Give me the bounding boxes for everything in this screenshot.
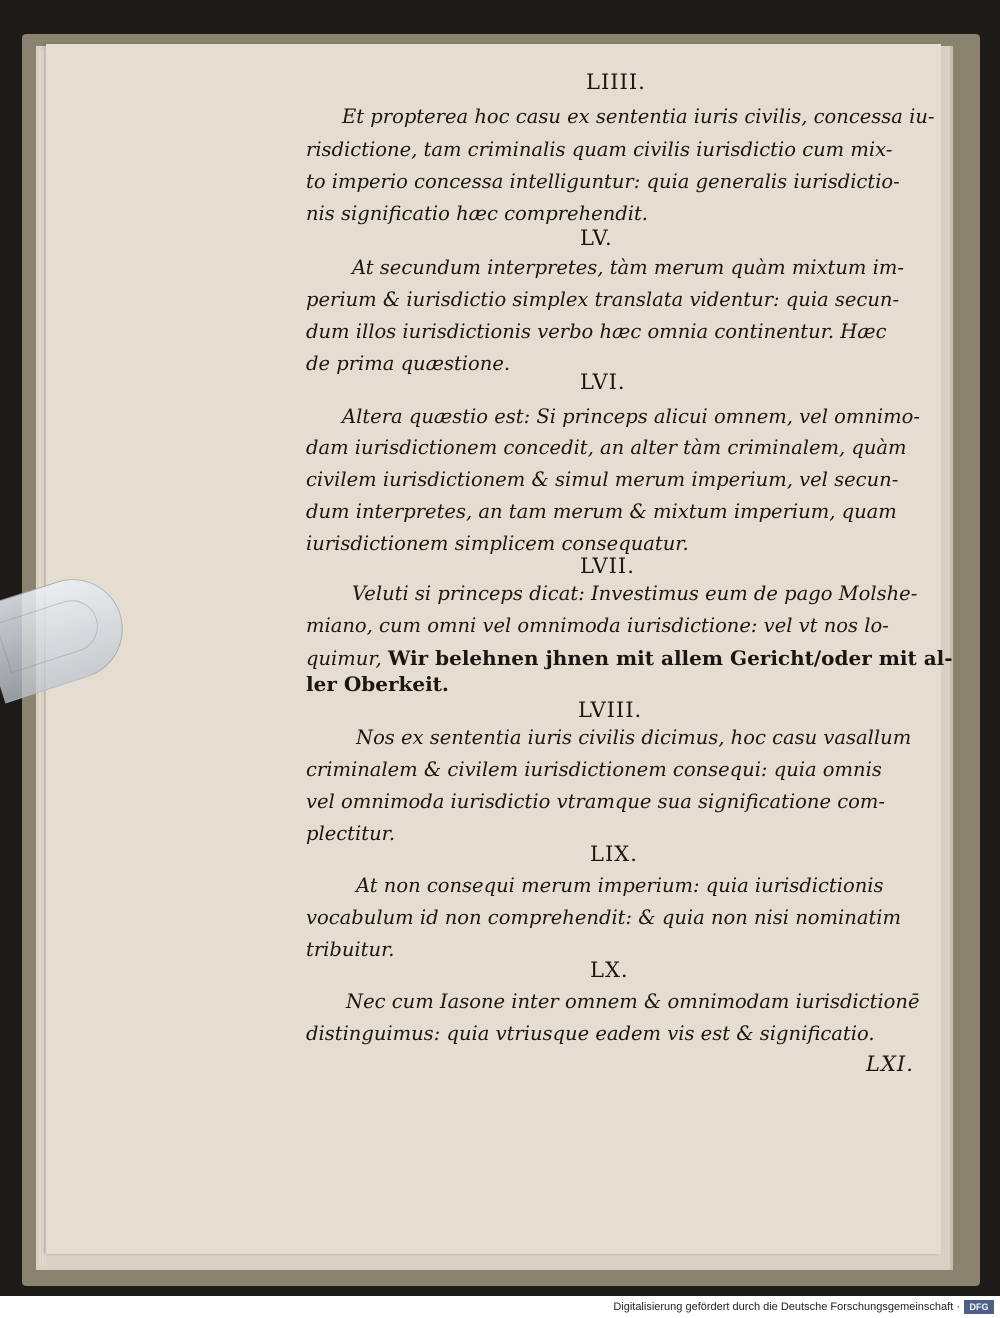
text-line: vel omnimoda iurisdictio vtramque sua significatione com- — [306, 790, 885, 813]
text-line: de prima quæstione. — [306, 352, 511, 375]
text-line: Nos ex sententia iuris civilis dicimus, hoc casu vasallum — [356, 726, 912, 749]
text-line: dum interpretes, an tam merum & mixtum imperium, quam — [306, 500, 897, 523]
text-line: to imperio concessa intelliguntur: quia generalis iurisdictio- — [306, 170, 900, 193]
text-line: dam iurisdictionem concedit, an alter tàm criminalem, quàm — [306, 436, 907, 459]
section-heading: LIX. — [590, 842, 638, 866]
section-heading: LV. — [580, 226, 613, 250]
clip-highlight — [0, 594, 105, 674]
footer-credit: Digitalisierung gefördert durch die Deutsche Forschungsgemeinschaft · — [613, 1301, 960, 1313]
section-heading: LVI. — [580, 370, 626, 394]
dfg-logo: DFG — [964, 1300, 994, 1314]
text-line: Et propterea hoc casu ex sententia iuris civilis, concessa iu- — [342, 105, 935, 128]
german-quote: Wir belehnen jhnen mit allem Gericht/oder mit al- — [387, 646, 953, 670]
section-heading: LIIII. — [586, 70, 646, 94]
text-line: dum illos iurisdictionis verbo hæc omnia continentur. Hæc — [306, 320, 887, 343]
text-line-latin: quimur, — [306, 647, 382, 670]
text-line: At non consequi merum imperium: quia iurisdictionis — [356, 874, 884, 897]
text-line: Nec cum Iasone inter omnem & omnimodam iurisdictionē — [346, 990, 920, 1013]
text-line: Veluti si princeps dicat: Investimus eum de pago Molshe- — [352, 582, 918, 605]
text-line: plectitur. — [306, 822, 396, 845]
text-line — [306, 646, 953, 671]
text-line: At secundum interpretes, tàm merum quàm mixtum im- — [352, 256, 904, 279]
text-line: perium & iurisdictio simplex translata videntur: quia secun- — [306, 288, 900, 311]
text-line: civilem iurisdictionem & simul merum imperium, vel secun- — [306, 468, 899, 491]
text-line: nis significatio hæc comprehendit. — [306, 202, 649, 225]
section-heading: LVIII. — [578, 698, 643, 722]
german-quote-end: ler Oberkeit. — [306, 672, 449, 696]
text-line: vocabulum id non comprehendit: & quia non nisi nominatim — [306, 906, 902, 929]
text-line: miano, cum omni vel omnimoda iurisdictione: vel vt nos lo- — [306, 614, 889, 637]
text-line: iurisdictionem simplicem consequatur. — [306, 532, 689, 555]
catchword: LXI. — [866, 1052, 914, 1076]
text-line: criminalem & civilem iurisdictionem consequi: quia omnis — [306, 758, 882, 781]
section-heading: LX. — [590, 958, 629, 982]
footer-bar — [0, 1296, 1000, 1318]
text-line: distinguimus: quia vtriusque eadem vis est & significatio. — [306, 1022, 875, 1045]
text-line: tribuitur. — [306, 938, 395, 961]
section-heading: LVII. — [580, 554, 635, 578]
text-line: Altera quæstio est: Si princeps alicui omnem, vel omnimo- — [342, 405, 920, 428]
text-line: risdictione, tam criminalis quam civilis iurisdictio cum mix- — [306, 138, 893, 161]
